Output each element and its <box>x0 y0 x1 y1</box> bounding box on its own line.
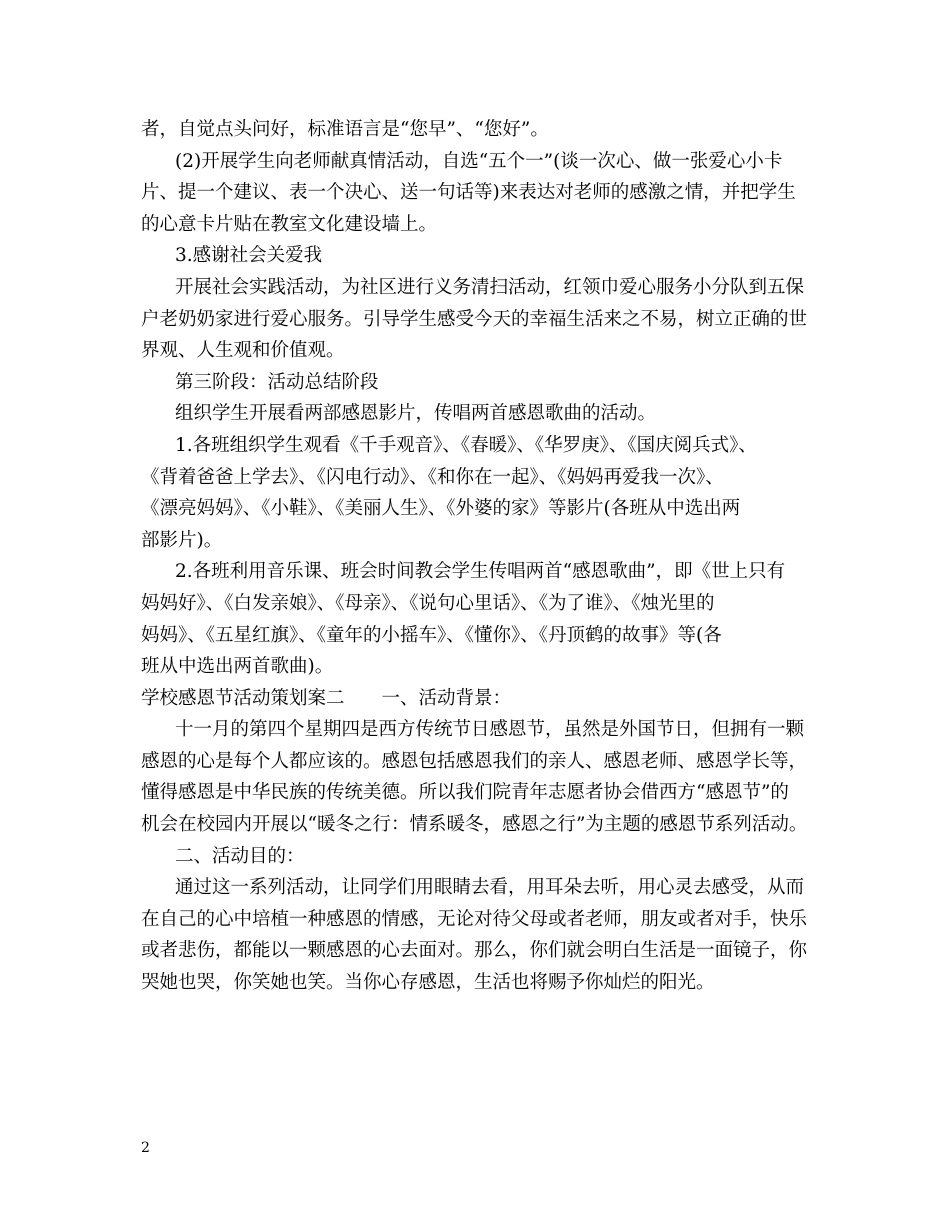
text-line: 部影片)。 <box>141 529 223 551</box>
text-line: 组织学生开展看两部感恩影片，传唱两首感恩歌曲的活动。 <box>175 403 657 425</box>
text-line: 通过这一系列活动，让同学们用眼睛去看，用耳朵去听，用心灵去感受，从而 <box>175 877 805 899</box>
section-heading: 3.感谢社会关爱我 <box>175 245 323 267</box>
text-line: 十一月的第四个星期四是西方传统节日感恩节，虽然是外国节日，但拥有一颗 <box>175 719 805 741</box>
text-line: 在自己的心中培植一种感恩的情感，无论对待父母或者老师，朋友或者对手，快乐 <box>141 908 808 930</box>
text-line: 或者悲伤，都能以一颗感恩的心去面对。那么，你们就会明白生活是一面镜子，你 <box>141 940 808 962</box>
text-line: 班从中选出两首歌曲)。 <box>141 656 334 678</box>
text-line: 《漂亮妈妈》、《小鞋》、《美丽人生》、《外婆的家》等影片(各班从中选出两 <box>141 498 741 520</box>
text-line: 的心意卡片贴在教室文化建设墙上。 <box>141 213 438 235</box>
text-line: 片、提一个建议、表一个决心、送一句话等)来表达对老师的感激之情，并把学生 <box>141 182 796 204</box>
text-line: 户老奶奶家进行爱心服务。引导学生感受今天的幸福生活来之不易，树立正确的世 <box>141 308 808 330</box>
section-heading: 二、活动目的： <box>175 845 305 867</box>
text-line: 感恩的心是每个人都应该的。感恩包括感恩我们的亲人、感恩老师、感恩学长等， <box>141 750 808 772</box>
text-line: 懂得感恩是中华民族的传统美德。所以我们院青年志愿者协会借西方“感恩节”的 <box>141 782 789 804</box>
text-line: 哭她也哭，你笑她也笑。当你心存感恩，生活也将赐予你灿烂的阳光。 <box>141 972 715 994</box>
text-line: 《背着爸爸上学去》、《闪电行动》、《和你在一起》、《妈妈再爱我一次》、 <box>141 466 724 488</box>
text-line: 机会在校园内开展以“暖冬之行：情系暖冬，感恩之行”为主题的感恩节系列活动。 <box>141 814 808 836</box>
section-heading: 学校感恩节活动策划案二 一、活动背景： <box>141 687 512 709</box>
text-line: 者，自觉点头问好，标准语言是“您早”、“您好”。 <box>141 119 549 140</box>
text-line: (2)开展学生向老师献真情活动，自选“五个一”(谈一次心、做一张爱心小卡 <box>175 150 783 172</box>
text-line: 妈妈》、《五星红旗》、《童年的小摇车》、《懂你》、《丹顶鹤的故事》等(各 <box>141 624 722 646</box>
text-line: 1.各班组织学生观看《千手观音》、《春暖》、《华罗庚》、《国庆阅兵式》、 <box>175 434 757 456</box>
text-line: 妈妈好》、《白发亲娘》、《母亲》、《说句心里话》、《为了谁》、《烛光里的 <box>141 592 715 614</box>
text-line: 2.各班利用音乐课、班会时间教会学生传唱两首“感恩歌曲”，即《世上只有 <box>175 561 786 583</box>
page-number: 2 <box>141 1140 150 1156</box>
body-text <box>141 114 831 999</box>
text-line: 开展社会实践活动，为社区进行义务清扫活动，红领巾爱心服务小分队到五保 <box>175 276 805 298</box>
text-line: 界观、人生观和价值观。 <box>141 340 345 362</box>
section-heading: 第三阶段：活动总结阶段 <box>175 371 379 393</box>
